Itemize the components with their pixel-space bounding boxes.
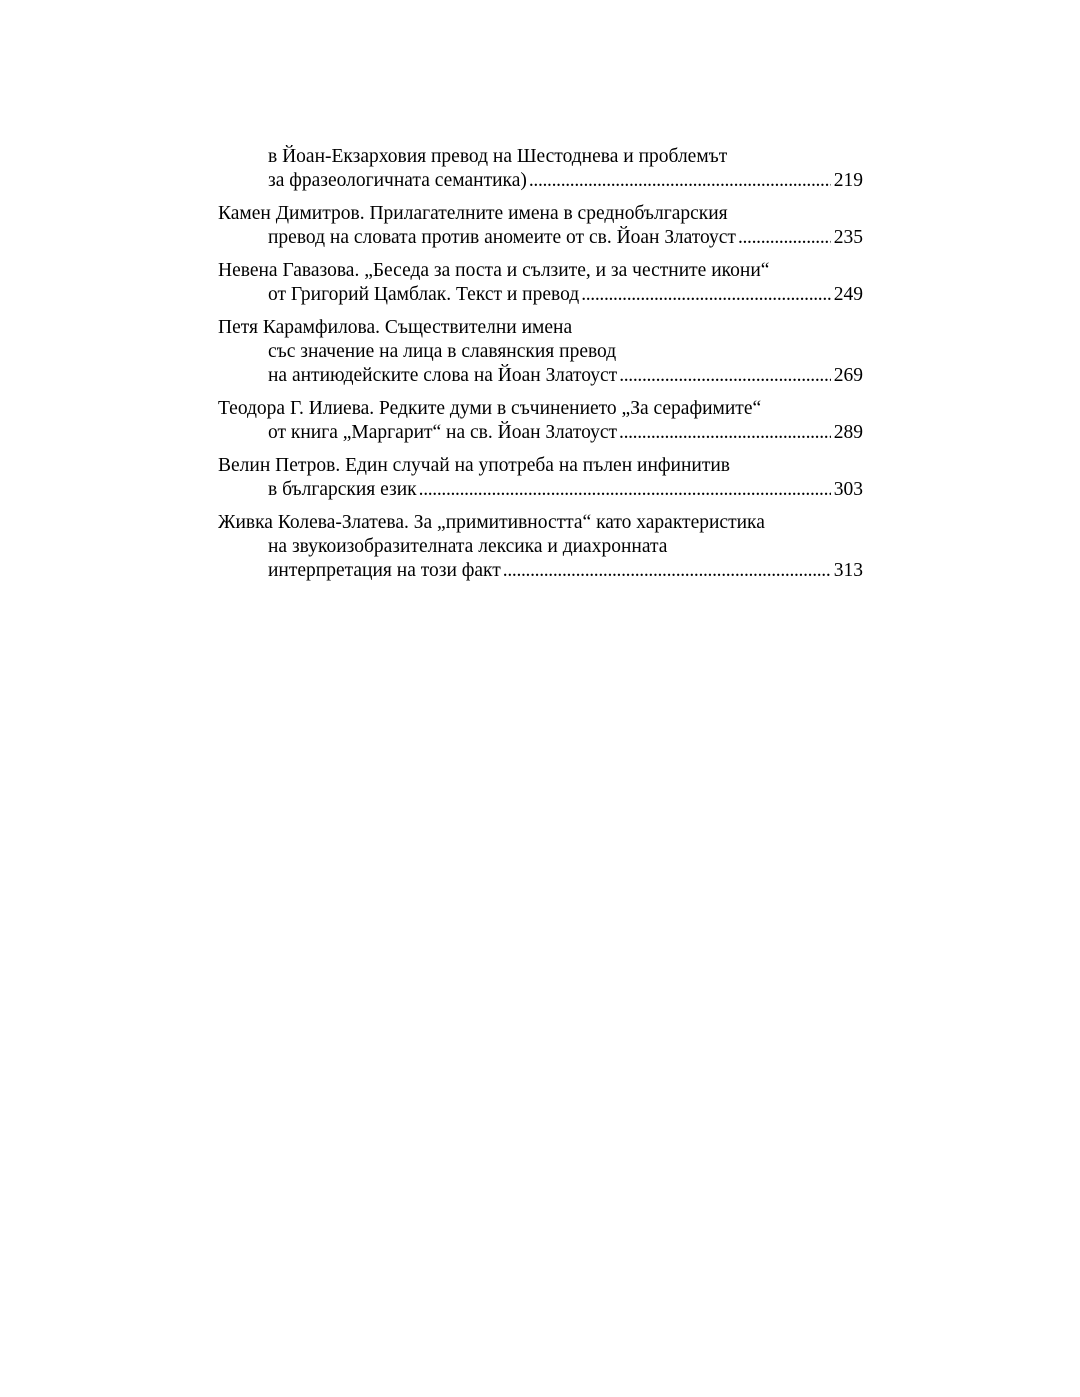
toc-entry-title-end: от Григорий Цамблак. Текст и превод bbox=[268, 284, 580, 305]
toc-entry bbox=[218, 259, 863, 307]
toc-entry-author-title: Камен Димитров. Прилагателните имена в среднобългарския bbox=[218, 203, 728, 224]
toc-entry-last-line bbox=[218, 364, 863, 388]
dot-leader bbox=[529, 169, 831, 193]
toc-page-number: 289 bbox=[833, 422, 863, 443]
toc-page-number: 313 bbox=[833, 560, 863, 581]
toc-entry-title-end: интерпретация на този факт bbox=[268, 560, 501, 581]
toc-entry-author-title: Теодора Г. Илиева. Редките думи в съчинението „За серафимите“ bbox=[218, 398, 762, 419]
toc-entry-title-end: от книга „Маргарит“ на св. Йоан Златоуст bbox=[268, 422, 618, 443]
toc-page-number: 269 bbox=[833, 365, 863, 386]
toc-entry-title-end: за фразеологичната семантика) bbox=[268, 170, 527, 191]
toc-page-number: 219 bbox=[833, 170, 863, 191]
toc-entry-last-line bbox=[218, 559, 863, 583]
toc-entry bbox=[218, 316, 863, 388]
toc-entry-last-line bbox=[218, 478, 863, 502]
dot-leader bbox=[738, 226, 831, 250]
toc-entry-author-title: Петя Карамфилова. Съществителни имена bbox=[218, 317, 573, 338]
toc-entry-last-line bbox=[218, 169, 863, 193]
toc-entry-line: в Йоан-Екзарховия превод на Шестоднева и проблемът bbox=[268, 146, 728, 167]
toc-entry-last-line bbox=[218, 226, 863, 250]
toc-entry-author-title: Невена Гавазова. „Беседа за поста и сълзите, и за честните икони“ bbox=[218, 260, 770, 281]
table-of-contents bbox=[218, 145, 863, 592]
toc-entry bbox=[218, 145, 863, 193]
toc-entry-line: със значение на лица в славянския превод bbox=[268, 341, 617, 362]
toc-page-number: 235 bbox=[833, 227, 863, 248]
toc-entry bbox=[218, 397, 863, 445]
toc-entry-title-end: в българския език bbox=[268, 479, 417, 500]
dot-leader bbox=[581, 283, 831, 307]
toc-entry-line: на звукоизобразителната лексика и диахронната bbox=[268, 536, 668, 557]
toc-entry-last-line bbox=[218, 283, 863, 307]
toc-entry-author-title: Велин Петров. Един случай на употреба на пълен инфинитив bbox=[218, 455, 730, 476]
toc-page-number: 303 bbox=[833, 479, 863, 500]
toc-entry bbox=[218, 454, 863, 502]
toc-entry bbox=[218, 511, 863, 583]
dot-leader bbox=[619, 364, 831, 388]
dot-leader bbox=[419, 478, 831, 502]
toc-entry bbox=[218, 202, 863, 250]
dot-leader bbox=[503, 559, 831, 583]
toc-entry-title-end: превод на словата против аномеите от св. Йоан Златоуст bbox=[268, 227, 736, 248]
toc-page-number: 249 bbox=[833, 284, 863, 305]
toc-entry-title-end: на антиюдейските слова на Йоан Златоуст bbox=[268, 365, 618, 386]
dot-leader bbox=[619, 421, 831, 445]
toc-entry-last-line bbox=[218, 421, 863, 445]
toc-entry-author-title: Живка Колева-Златева. За „примитивността“ като характеристика bbox=[218, 512, 765, 533]
